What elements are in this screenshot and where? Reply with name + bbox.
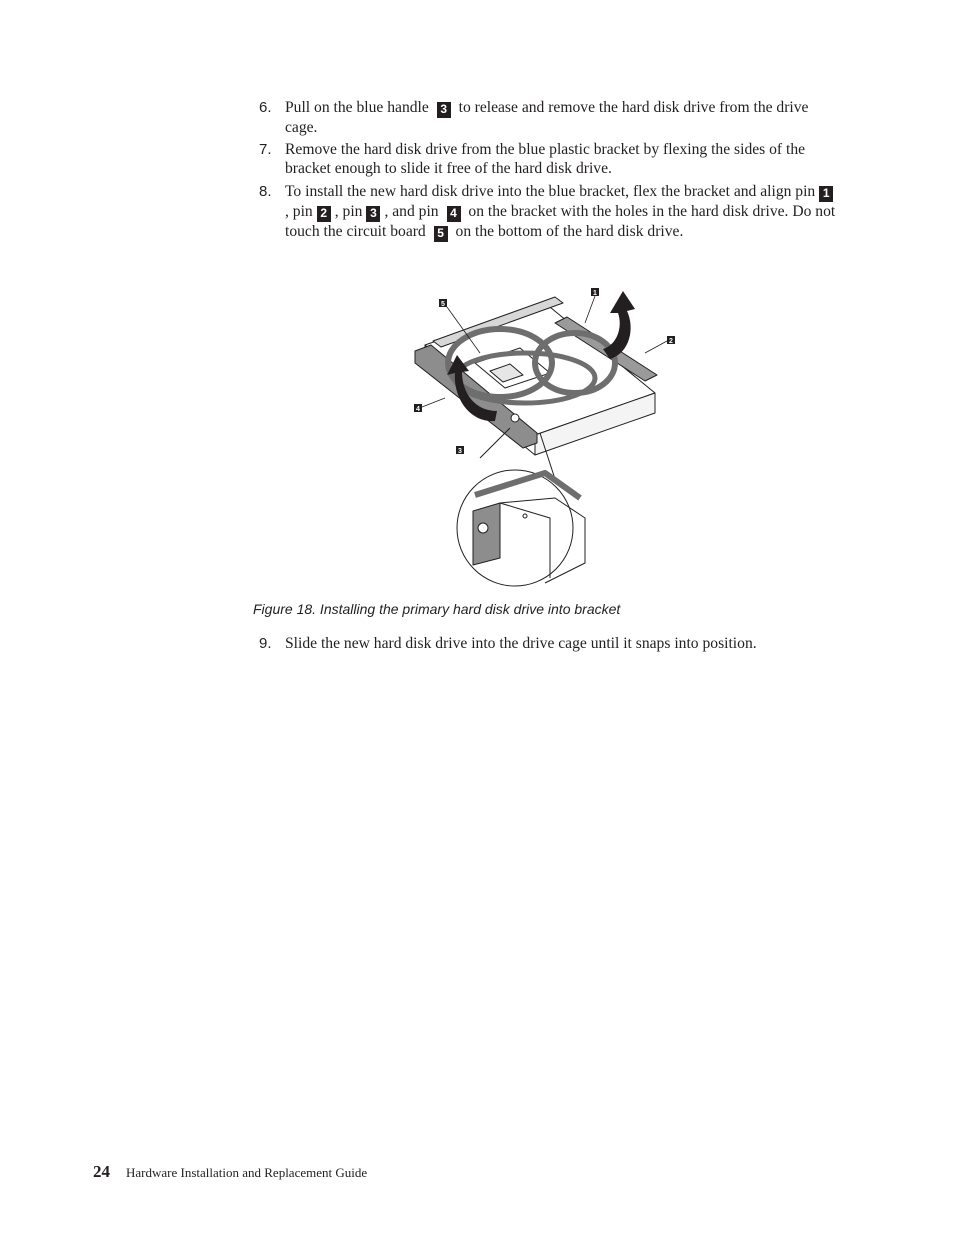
figure-callout-4: 4 bbox=[416, 406, 420, 413]
figure-caption: Figure 18. Installing the primary hard disk drive into bracket bbox=[253, 601, 621, 617]
hard-disk-bracket-illustration bbox=[405, 283, 685, 589]
callout-5: 5 bbox=[434, 226, 448, 242]
document-title: Hardware Installation and Replacement Guide bbox=[126, 1165, 368, 1180]
step-text: To install the new hard disk drive into the blue bracket, flex the bracket and align pin 1, pin 2 , pin 3 , and pin 4 on the bracket with the holes in the hard disk drive. Do not touch the circuit board 5 on the bottom of the hard disk drive. bbox=[285, 183, 836, 240]
step-6 bbox=[259, 98, 839, 137]
callout-3: 3 bbox=[366, 206, 380, 222]
step-9 bbox=[259, 634, 839, 653]
page-number: 24 bbox=[93, 1162, 110, 1181]
step-number: 6. bbox=[259, 99, 272, 116]
figure-callout-2: 2 bbox=[669, 338, 673, 345]
figure-callout-3: 3 bbox=[458, 448, 462, 455]
step-text: Pull on the blue handle 3 to release and remove the hard disk drive from the drive cage. bbox=[285, 99, 809, 136]
step-8 bbox=[259, 182, 839, 242]
figure-callout-5: 5 bbox=[441, 301, 445, 308]
callout-4: 4 bbox=[447, 206, 461, 222]
step-number: 9. bbox=[259, 635, 272, 652]
step-text: Remove the hard disk drive from the blue plastic bracket by flexing the sides of the bracket enough to slide it free of the hard disk drive. bbox=[285, 141, 806, 177]
callout-3: 3 bbox=[437, 102, 451, 118]
page-footer bbox=[93, 1162, 367, 1182]
figure-callout-1: 1 bbox=[593, 290, 597, 297]
step-number: 7. bbox=[259, 141, 272, 158]
callout-2: 2 bbox=[317, 206, 331, 222]
step-text: Slide the new hard disk drive into the drive cage until it snaps into position. bbox=[285, 635, 757, 652]
step-7 bbox=[259, 140, 839, 178]
step-number: 8. bbox=[259, 183, 272, 200]
callout-1: 1 bbox=[819, 186, 833, 202]
